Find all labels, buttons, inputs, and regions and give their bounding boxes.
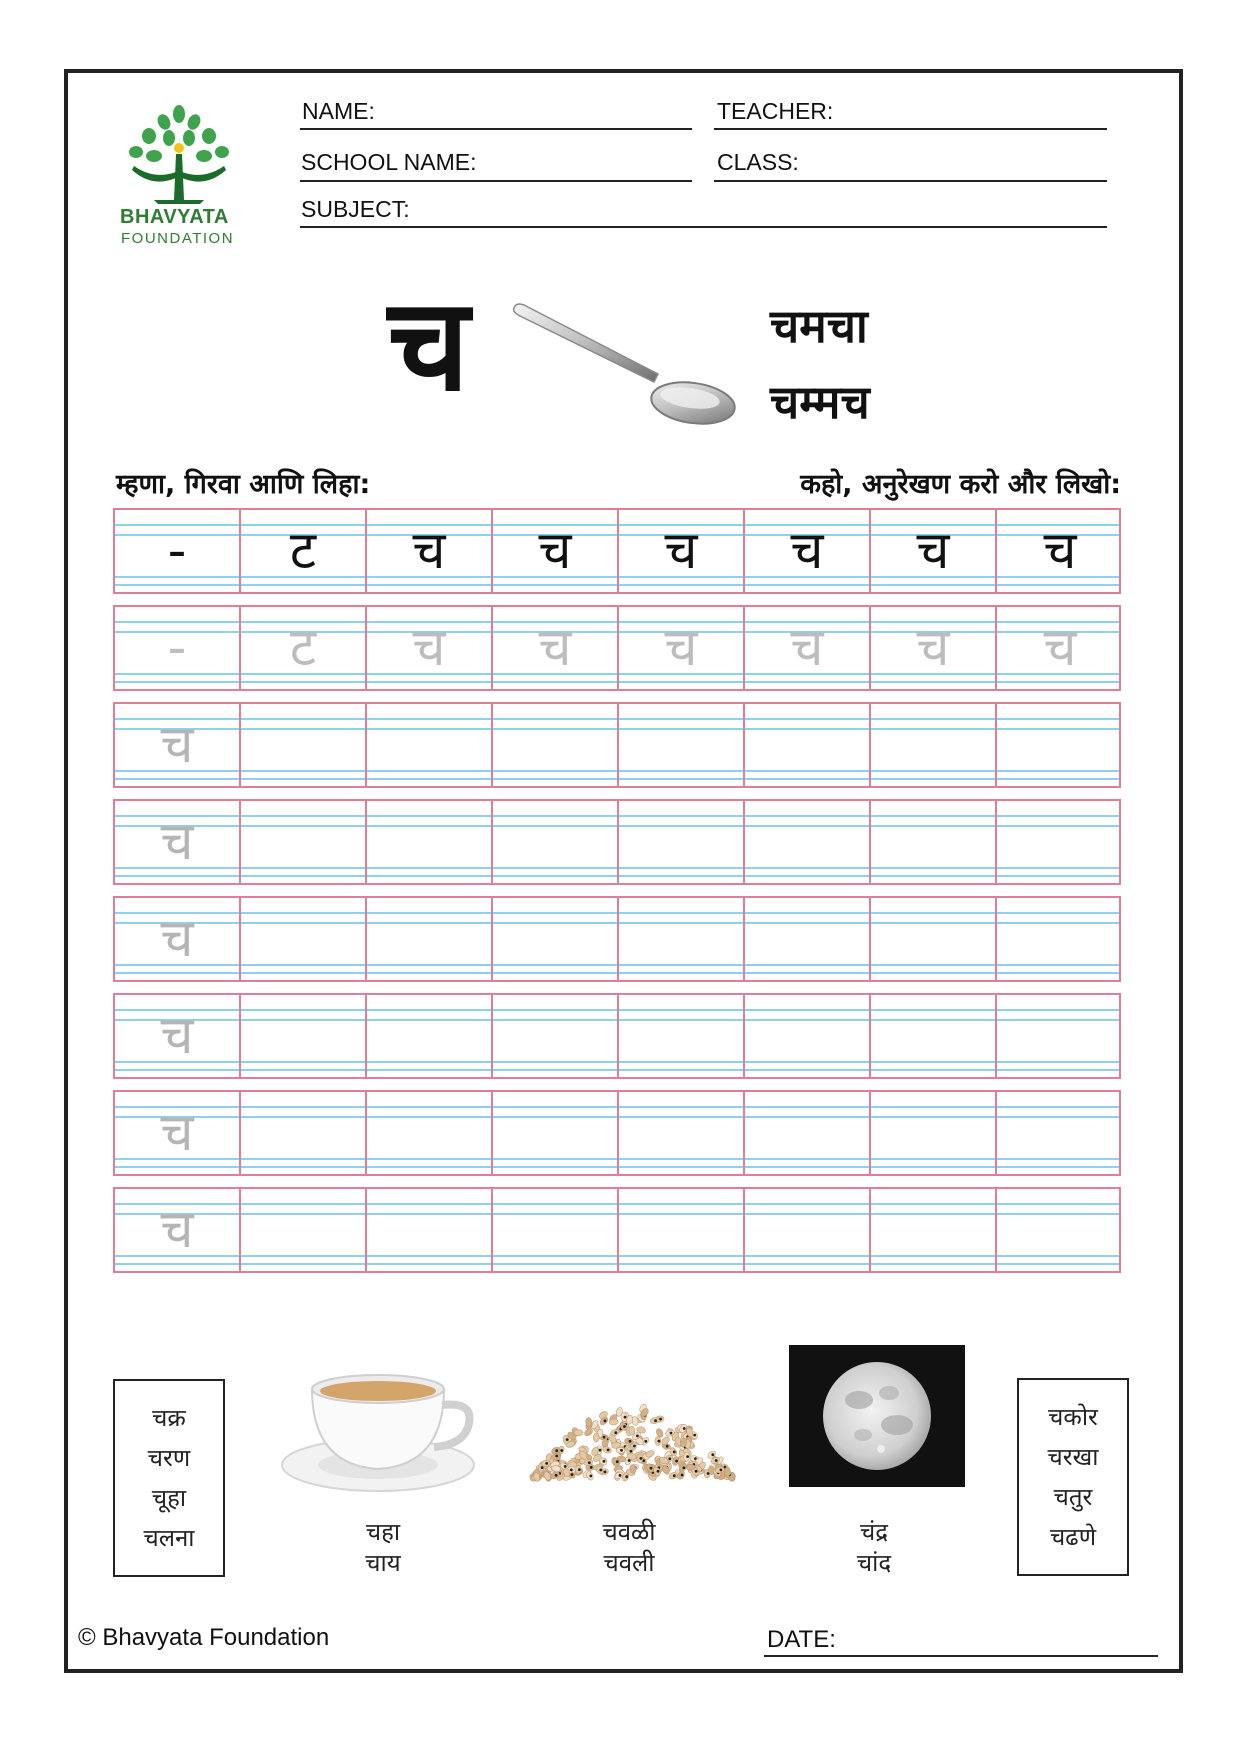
writing-cell[interactable] (367, 801, 493, 883)
practice-row (113, 896, 1121, 982)
writing-cell[interactable] (367, 1189, 493, 1271)
trace-letter-cell[interactable]: च (115, 801, 241, 883)
tree-logo-icon (124, 104, 234, 206)
tea-caption (283, 1517, 483, 1579)
trace-letter-cell[interactable]: च (115, 704, 241, 786)
writing-cell[interactable] (745, 704, 871, 786)
writing-cell[interactable] (619, 704, 745, 786)
date-label: DATE: (767, 1626, 836, 1653)
logo-subtitle: FOUNDATION (121, 230, 235, 247)
writing-cell[interactable] (997, 995, 1123, 1077)
writing-cell[interactable] (871, 1092, 997, 1174)
word-item: चढणे (1049, 1523, 1097, 1551)
practice-row (113, 605, 1121, 691)
writing-cell[interactable] (871, 1189, 997, 1271)
writing-cell[interactable] (871, 704, 997, 786)
writing-cell[interactable] (745, 1092, 871, 1174)
writing-cell[interactable] (241, 898, 367, 980)
trace-step-cell[interactable]: ट (241, 607, 367, 689)
writing-cell[interactable] (367, 704, 493, 786)
hero-word-hindi: चम्मच (770, 375, 870, 429)
trace-step-cell[interactable]: च (493, 607, 619, 689)
writing-cell[interactable] (241, 1092, 367, 1174)
stroke-step-cell[interactable]: - (115, 510, 241, 592)
stroke-step-cell[interactable]: च (367, 510, 493, 592)
trace-letter-cell[interactable]: च (115, 995, 241, 1077)
word-item: चूहा (151, 1484, 187, 1512)
tea-cup-icon (278, 1365, 488, 1495)
writing-cell[interactable] (241, 995, 367, 1077)
writing-cell[interactable] (745, 995, 871, 1077)
word-item: चरखा (1047, 1443, 1099, 1471)
subject-label: SUBJECT: (301, 196, 410, 222)
writing-cell[interactable] (871, 995, 997, 1077)
writing-cell[interactable] (871, 898, 997, 980)
stroke-step-cell[interactable]: च (619, 510, 745, 592)
writing-cell[interactable] (367, 898, 493, 980)
writing-cell[interactable] (619, 1189, 745, 1271)
school-name-label: SCHOOL NAME: (301, 149, 477, 175)
writing-cell[interactable] (493, 898, 619, 980)
word-item: चकोर (1048, 1403, 1098, 1431)
stroke-step-cell[interactable]: च (871, 510, 997, 592)
date-field[interactable] (764, 1655, 1158, 1657)
writing-cell[interactable] (745, 898, 871, 980)
word-item: चरण (147, 1444, 191, 1472)
right-word-box (1017, 1378, 1129, 1576)
trace-step-cell[interactable]: च (871, 607, 997, 689)
practice-row (113, 1187, 1121, 1273)
writing-cell[interactable] (493, 1189, 619, 1271)
class-field[interactable] (714, 180, 1107, 182)
writing-cell[interactable] (997, 898, 1123, 980)
peas-word-marathi: चवळी (602, 1518, 656, 1546)
hero-letter: च (388, 271, 470, 420)
trace-step-cell[interactable]: च (745, 607, 871, 689)
writing-cell[interactable] (745, 801, 871, 883)
peas-caption (529, 1517, 729, 1579)
stroke-step-cell[interactable]: च (493, 510, 619, 592)
writing-cell[interactable] (619, 1092, 745, 1174)
tea-word-marathi: चहा (365, 1518, 401, 1546)
trace-step-cell[interactable]: च (367, 607, 493, 689)
writing-cell[interactable] (871, 801, 997, 883)
trace-letter-cell[interactable]: च (115, 898, 241, 980)
word-item: चतुर (1053, 1483, 1093, 1511)
stroke-step-cell[interactable]: ट (241, 510, 367, 592)
writing-cell[interactable] (241, 801, 367, 883)
word-item: चक्र (152, 1404, 186, 1432)
writing-cell[interactable] (619, 801, 745, 883)
writing-cell[interactable] (241, 1189, 367, 1271)
teacher-field[interactable] (714, 128, 1107, 130)
writing-cell[interactable] (493, 801, 619, 883)
instruction-hindi: कहो, अनुरेखण करो और लिखो: (800, 469, 1121, 500)
writing-cell[interactable] (619, 898, 745, 980)
hero-word-marathi: चमचा (770, 299, 868, 353)
moon-icon (789, 1345, 965, 1487)
writing-cell[interactable] (997, 1092, 1123, 1174)
practice-row (113, 993, 1121, 1079)
writing-cell[interactable] (493, 995, 619, 1077)
word-item: चलना (143, 1524, 195, 1552)
writing-cell[interactable] (619, 995, 745, 1077)
writing-cell[interactable] (997, 1189, 1123, 1271)
writing-cell[interactable] (745, 1189, 871, 1271)
trace-letter-cell[interactable]: च (115, 1092, 241, 1174)
practice-row (113, 1090, 1121, 1176)
black-eyed-peas-icon (524, 1385, 744, 1485)
peas-word-hindi: चवली (603, 1549, 655, 1577)
trace-step-cell[interactable]: च (619, 607, 745, 689)
writing-cell[interactable] (493, 1092, 619, 1174)
trace-step-cell[interactable]: - (115, 607, 241, 689)
subject-field[interactable] (300, 226, 1107, 228)
trace-letter-cell[interactable]: च (115, 1189, 241, 1271)
instruction-marathi: म्हणा, गिरवा आणि लिहा: (116, 469, 371, 500)
writing-cell[interactable] (997, 704, 1123, 786)
teacher-label: TEACHER: (717, 98, 834, 124)
copyright-text: © Bhavyata Foundation (78, 1624, 330, 1651)
trace-step-cell[interactable]: च (1043, 618, 1077, 678)
logo-title: BHAVYATA (120, 206, 229, 228)
name-field[interactable] (300, 128, 692, 130)
writing-cell[interactable] (997, 801, 1123, 883)
writing-cell[interactable] (493, 704, 619, 786)
left-word-box (113, 1379, 225, 1577)
school-name-field[interactable] (300, 180, 692, 182)
practice-row (113, 799, 1121, 885)
stroke-step-cell[interactable]: च (745, 510, 871, 592)
name-label: NAME: (302, 98, 375, 124)
tea-word-hindi: चाय (365, 1549, 401, 1577)
writing-cell[interactable] (367, 995, 493, 1077)
writing-cell[interactable] (241, 704, 367, 786)
moon-caption (774, 1517, 974, 1579)
practice-row (113, 508, 1121, 594)
practice-row (113, 702, 1121, 788)
class-label: CLASS: (717, 149, 799, 175)
moon-word-hindi: चांद (856, 1549, 892, 1577)
moon-word-marathi: चंद्र (860, 1518, 888, 1546)
stroke-step-cell[interactable]: च (1043, 521, 1077, 581)
writing-cell[interactable] (367, 1092, 493, 1174)
spoon-icon (508, 298, 738, 428)
